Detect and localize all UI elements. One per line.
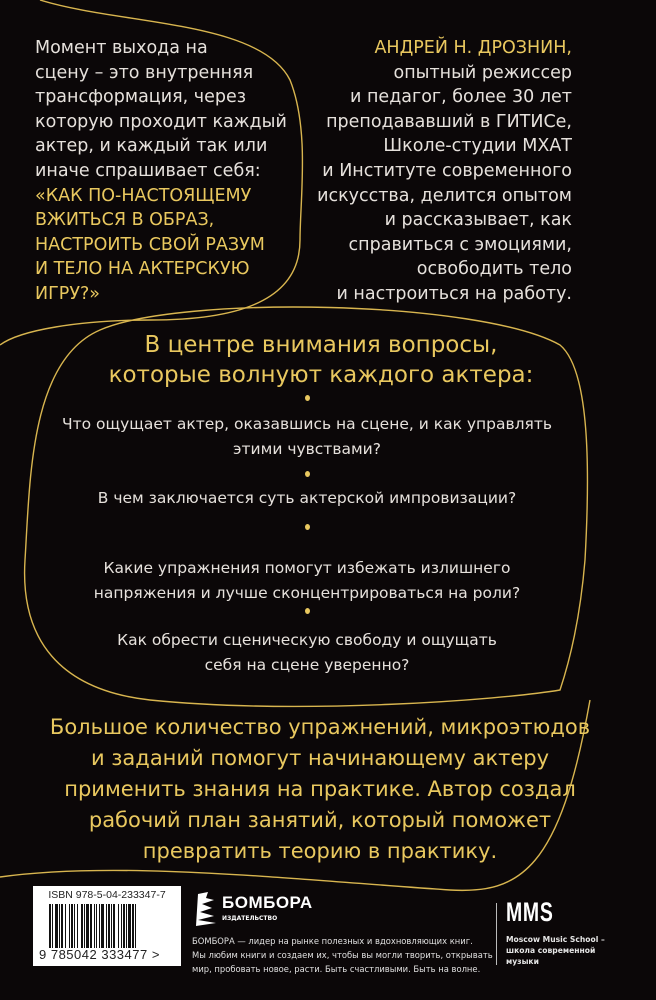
mms-logo: MMS bbox=[506, 897, 554, 927]
barcode-bar bbox=[69, 904, 70, 948]
barcode-bar bbox=[61, 904, 63, 948]
barcode-bar bbox=[126, 904, 127, 948]
question-line: Что ощущает актер, оказавшись на сцене, и как управлять bbox=[61, 415, 553, 433]
bullet-dot-icon bbox=[305, 608, 310, 614]
bullet-dot-icon bbox=[305, 395, 310, 401]
question-item bbox=[0, 486, 614, 511]
heading-line: которые волнуют каждого актера: bbox=[108, 362, 534, 388]
author-line: и педагог, более 30 лет bbox=[350, 87, 572, 108]
summary-line: применить знания на практике. Автор создал bbox=[64, 777, 576, 801]
summary-line: превратить теорию в практику. bbox=[142, 839, 498, 863]
question-item bbox=[0, 628, 614, 678]
barcode-bar bbox=[99, 904, 100, 948]
questions-heading bbox=[0, 330, 656, 390]
author-line: и настроиться на работу. bbox=[336, 283, 572, 304]
author-line: опытный режиссер bbox=[393, 62, 572, 83]
author-line: справиться с эмоциями, bbox=[348, 234, 572, 255]
summary-line: Большое количество упражнений, микроэтюдов bbox=[49, 715, 591, 739]
barcode-bar bbox=[113, 904, 115, 948]
publisher-description-line: Мы любим книги и создаем их, чтобы вы могли творить, открывать bbox=[192, 950, 493, 960]
partner-description-line: Moscow Music School – bbox=[506, 935, 605, 944]
author-bio bbox=[317, 36, 572, 307]
barcode-bar bbox=[111, 904, 112, 948]
barcode-bar bbox=[52, 904, 53, 948]
intro-line: сцену – это внутренняя bbox=[35, 62, 254, 83]
barcode-bar bbox=[49, 904, 51, 948]
barcode-bar bbox=[128, 904, 131, 948]
barcode-bar bbox=[132, 904, 134, 948]
summary-line: рабочий план занятий, который поможет bbox=[88, 808, 552, 832]
publisher-description bbox=[192, 934, 493, 976]
author-line: и Институте современного bbox=[322, 160, 572, 181]
barcode-bar bbox=[101, 904, 104, 948]
barcode-bar bbox=[106, 904, 107, 948]
intro-line: Момент выхода на bbox=[35, 38, 208, 58]
barcode-bar bbox=[71, 904, 73, 948]
barcode-bar bbox=[86, 904, 89, 948]
intro-line: трансформация, через bbox=[35, 87, 247, 108]
barcode-bar bbox=[94, 904, 95, 948]
question-line: Как обрести сценическую свободу и ощущать bbox=[117, 631, 497, 649]
isbn-label: ISBN 978-5-04-233347-7 bbox=[48, 889, 166, 901]
question-item bbox=[0, 412, 614, 462]
barcode-bar bbox=[74, 904, 75, 948]
author-line: искусства, делится опытом bbox=[317, 185, 572, 206]
intro-line: которую проходит каждый bbox=[35, 111, 287, 132]
partner-description-line: музыки bbox=[506, 957, 539, 966]
barcode-bar bbox=[81, 904, 83, 948]
question-line: Какие упражнения помогут избежать излишнего bbox=[103, 559, 511, 577]
publisher-name: БОМБОРА bbox=[222, 893, 313, 912]
intro-quote-line: НАСТРОИТЬ СВОЙ РАЗУМ bbox=[35, 234, 265, 255]
partner-description bbox=[506, 934, 605, 967]
bullet-dot-icon bbox=[305, 471, 310, 477]
barcode-bar bbox=[135, 904, 136, 948]
barcode-bar bbox=[55, 904, 58, 948]
summary-text bbox=[30, 712, 610, 867]
isbn-barcode bbox=[33, 886, 181, 966]
intro-quote-line: И ТЕЛО НА АКТЕРСКУЮ bbox=[35, 259, 250, 280]
barcode-bar bbox=[84, 904, 85, 948]
isbn-digits: 9 785042 333477 > bbox=[39, 947, 160, 962]
publisher-description-line: мир, пробовать новое, расти. Быть счастливыми. Быть на волне. bbox=[192, 964, 481, 974]
partner-description-line: школа современной bbox=[506, 946, 596, 955]
barcode-bar bbox=[77, 904, 78, 948]
publisher-subtitle: ИЗДАТЕЛЬСТВО bbox=[222, 915, 278, 922]
barcode-bar bbox=[123, 904, 125, 948]
question-line: этими чувствами? bbox=[233, 440, 381, 458]
barcode-bar bbox=[96, 904, 97, 948]
bullet-dot-icon bbox=[305, 524, 310, 530]
intro-line: иначе спрашивает себя: bbox=[35, 160, 261, 181]
barcode-icon bbox=[49, 904, 165, 948]
barcode-bar bbox=[118, 904, 119, 948]
barcode-bar bbox=[65, 904, 66, 948]
author-line: преподававший в ГИТИСе, bbox=[326, 111, 572, 132]
summary-line: и заданий помогут начинающему актеру bbox=[90, 746, 550, 770]
intro-text bbox=[35, 36, 287, 307]
publisher-description-line: БОМБОРА — лидер на рынке полезных и вдохновляющих книг. bbox=[192, 936, 473, 946]
question-line: В чем заключается суть актерской импровизации? bbox=[97, 489, 517, 507]
intro-line: актер, и каждый так или bbox=[35, 136, 268, 157]
author-line: и рассказывает, как bbox=[384, 210, 572, 231]
author-line: освободить тело bbox=[416, 259, 572, 280]
intro-quote-line: ИГРУ?» bbox=[35, 283, 100, 304]
intro-quote-line: «КАК ПО-НАСТОЯЩЕМУ bbox=[35, 185, 252, 206]
question-item bbox=[0, 556, 614, 606]
barcode-bar bbox=[90, 904, 92, 948]
question-line: напряжения и лучше сконцентрироваться на роли? bbox=[93, 584, 521, 602]
barcode-bar bbox=[108, 904, 110, 948]
author-line: Школе-студии МХАТ bbox=[383, 136, 572, 157]
barcode-bar bbox=[59, 904, 60, 948]
logo-divider bbox=[496, 903, 497, 965]
heading-line: В центре внимания вопросы, bbox=[144, 332, 498, 358]
question-line: себя на сцене уверенно? bbox=[204, 656, 410, 674]
author-name: АНДРЕЙ Н. ДРОЗНИН, bbox=[374, 38, 572, 58]
intro-quote-line: ВЖИТЬСЯ В ОБРАЗ, bbox=[35, 210, 215, 231]
barcode-bar bbox=[121, 904, 122, 948]
